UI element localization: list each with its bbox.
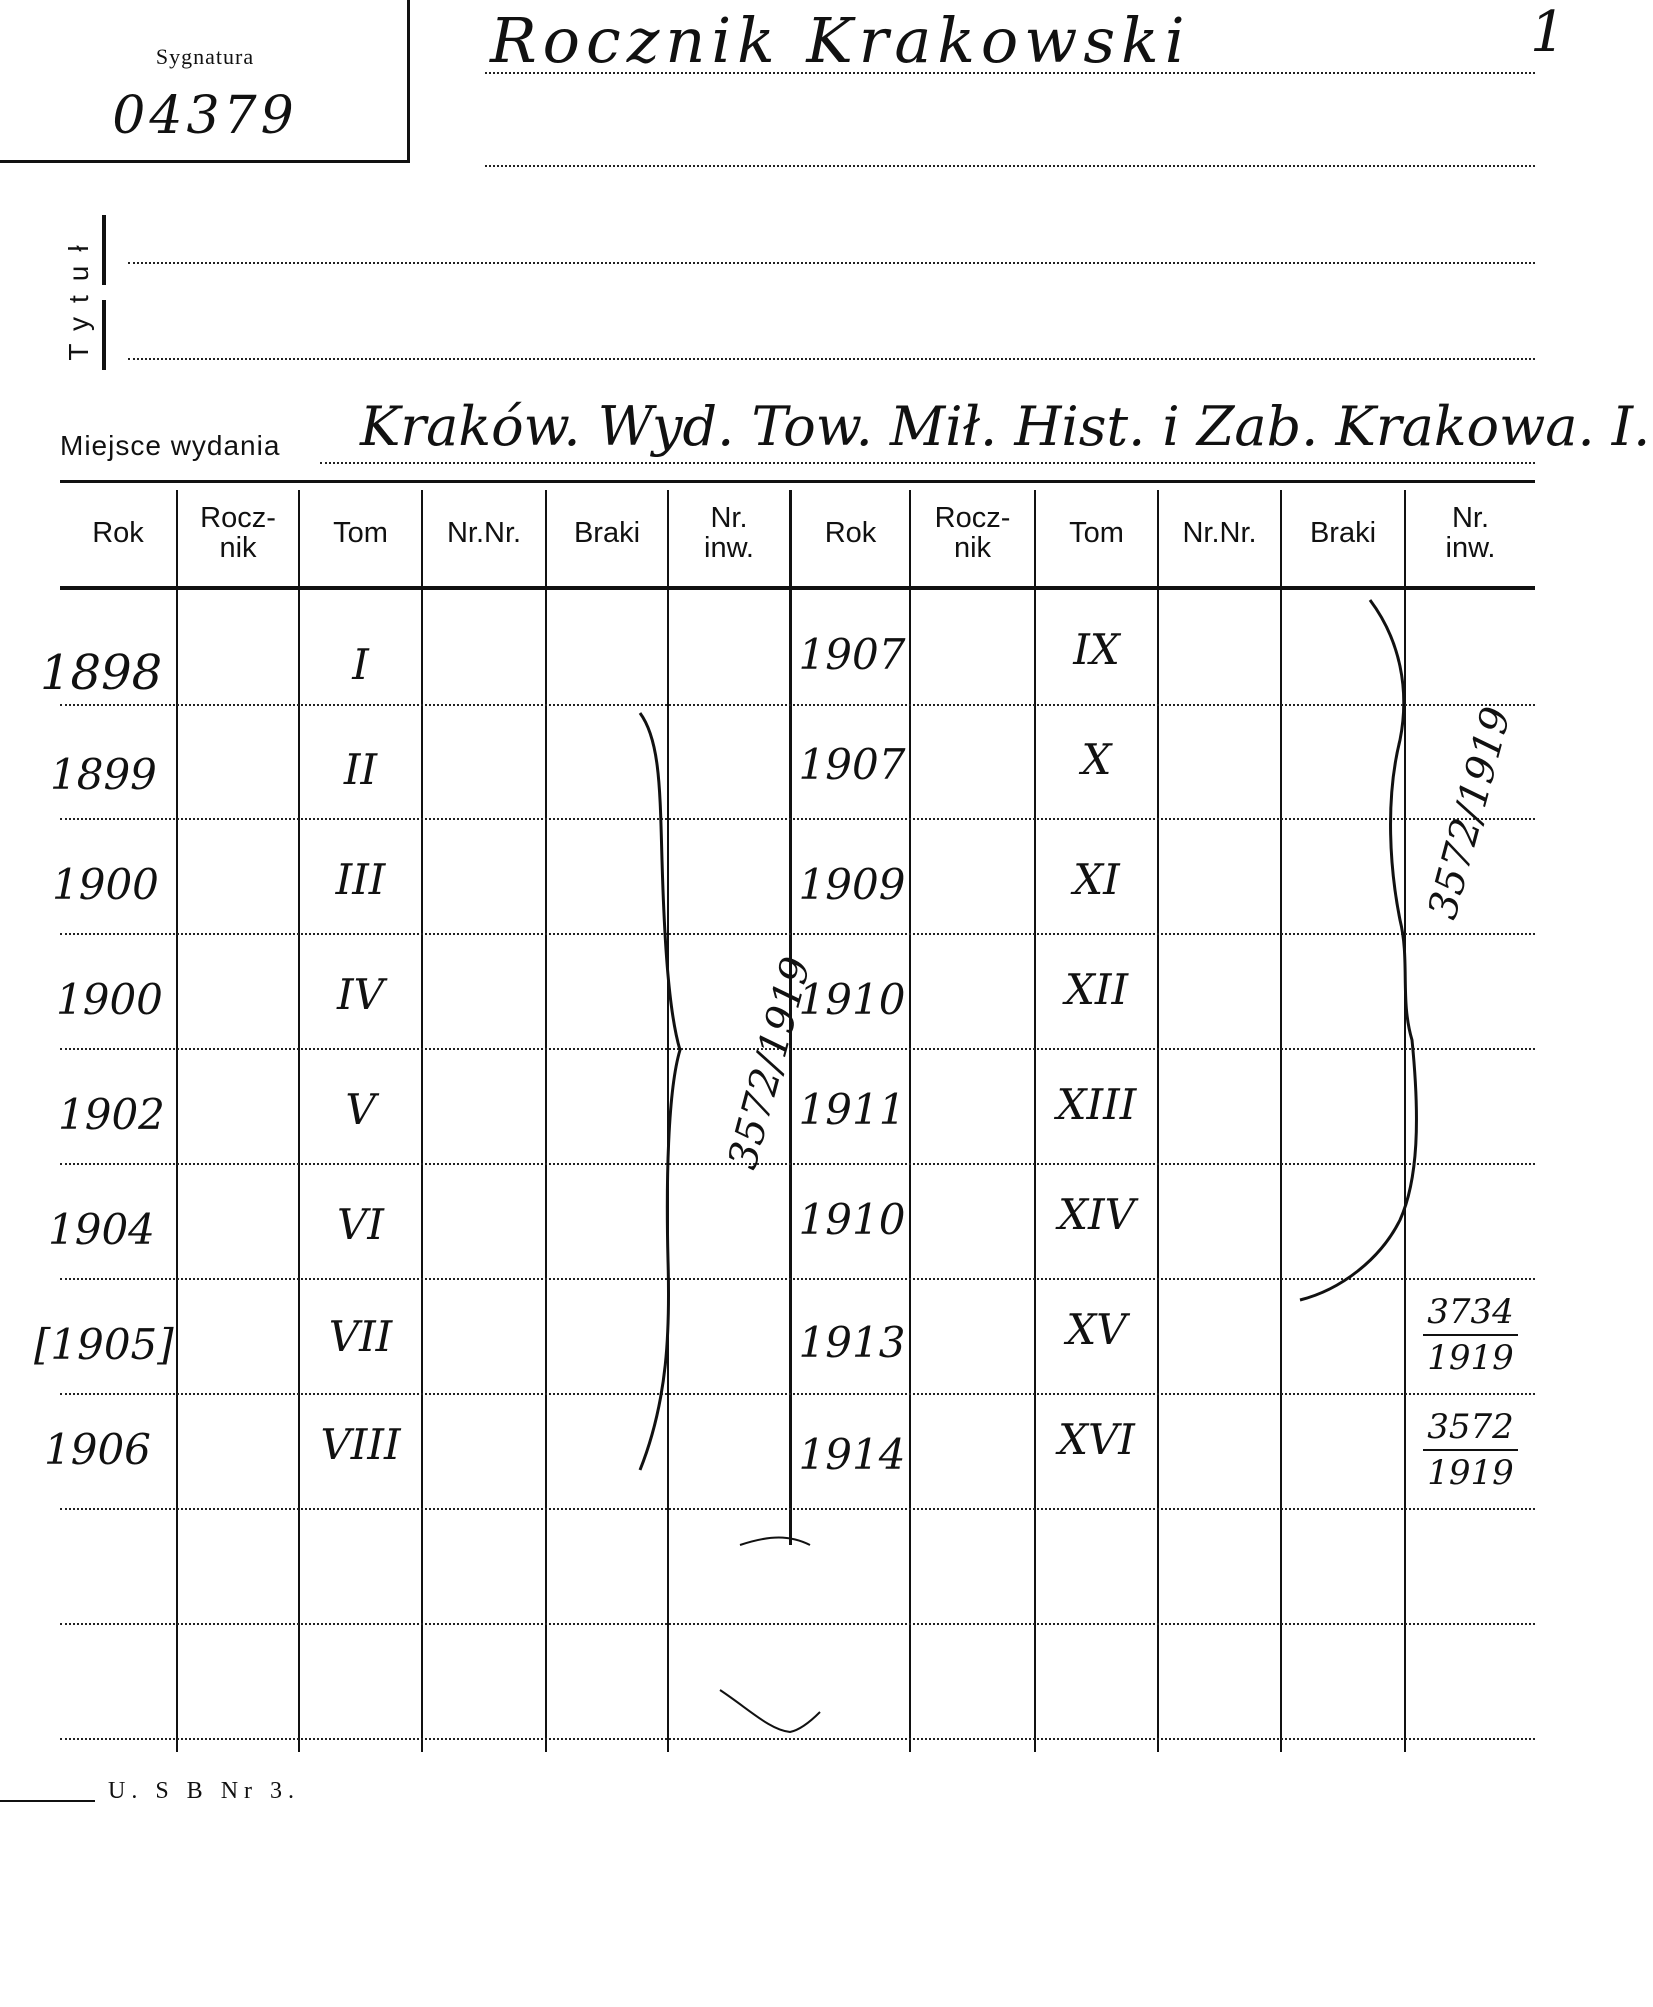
right-row-3-tom: XI — [1073, 855, 1120, 904]
left-row-7-rok: [1905] — [34, 1320, 174, 1369]
left-row-1-rok: 1898 — [40, 645, 163, 701]
header-braki-right: Braki — [1309, 517, 1377, 549]
left-row-4-rok: 1900 — [56, 975, 163, 1024]
header-nrinw-left: Nr. inw. — [704, 502, 754, 564]
signature-label: Sygnatura — [155, 44, 255, 69]
header-tom-right: Tom — [1069, 517, 1124, 549]
right-brace — [1300, 600, 1416, 1300]
right-row-7-tom: XV — [1066, 1305, 1127, 1354]
right-row-2-tom: X — [1081, 735, 1112, 784]
header-rocznik-left: Rocz- nik — [200, 502, 276, 564]
right-row-8-rok: 1914 — [798, 1430, 906, 1479]
inv-xv — [1406, 1290, 1535, 1380]
right-row-5-rok: 1911 — [798, 1085, 906, 1134]
left-row-7-tom: VII — [328, 1312, 393, 1361]
header-nrinw-right: Nr. inw. — [1445, 502, 1496, 564]
inv-xv-year: 1919 — [1427, 1338, 1514, 1378]
left-inventory-note: 3572/1919 — [719, 952, 821, 1174]
signature-value: 04379 — [112, 86, 298, 146]
right-row-1-tom: IX — [1073, 625, 1120, 674]
header-braki-left: Braki — [573, 517, 641, 549]
left-row-3-rok: 1900 — [52, 860, 159, 909]
left-row-5-rok: 1902 — [58, 1090, 165, 1139]
punch-hole-bottom — [720, 1690, 820, 1732]
left-row-2-rok: 1899 — [50, 750, 157, 799]
footer-form-number: U. S B Nr 3. — [108, 1778, 301, 1804]
tytul-label: Tytuł — [63, 231, 94, 361]
left-row-8-rok: 1906 — [44, 1425, 151, 1474]
inv-xvi — [1406, 1405, 1535, 1495]
inv-xv-num: 3734 — [1423, 1290, 1518, 1336]
right-row-1-rok: 1907 — [798, 630, 906, 679]
right-row-2-rok: 1907 — [798, 740, 906, 789]
left-row-6-rok: 1904 — [48, 1205, 155, 1254]
header-tom-left: Tom — [333, 517, 388, 549]
left-row-2-tom: II — [343, 745, 378, 794]
left-row-3-tom: III — [335, 855, 386, 904]
header-rocznik-right: Rocz- nik — [934, 502, 1011, 564]
header-nrnr-right: Nr.Nr. — [1182, 517, 1257, 549]
left-row-6-tom: VI — [337, 1200, 384, 1249]
header-rok-right: Rok — [824, 517, 877, 549]
right-row-4-tom: XII — [1064, 965, 1129, 1014]
right-row-6-tom: XIV — [1058, 1190, 1135, 1239]
corner-mark: 1 — [1530, 0, 1566, 65]
left-row-5-tom: V — [345, 1085, 376, 1134]
inv-xvi-num: 3572 — [1423, 1405, 1518, 1451]
miejsce-value: Kraków. Wyd. Tow. Mił. Hist. i Zab. Krakowa. I. — [360, 395, 1651, 458]
left-row-1-tom: I — [352, 640, 369, 689]
header-rok-left: Rok — [92, 517, 144, 549]
title-value: Rocznik Krakowski — [490, 4, 1191, 77]
inv-xvi-year: 1919 — [1427, 1453, 1514, 1493]
right-inventory-note: 3572/1919 — [1419, 702, 1521, 924]
footer-edge-mark — [0, 1800, 95, 1802]
left-brace — [640, 713, 680, 1470]
left-row-8-tom: VIII — [320, 1420, 401, 1469]
right-row-8-tom: XVI — [1058, 1415, 1135, 1464]
right-row-4-rok: 1910 — [798, 975, 906, 1024]
right-row-6-rok: 1910 — [798, 1195, 906, 1244]
miejsce-label: Miejsce wydania — [60, 430, 281, 461]
right-row-7-rok: 1913 — [798, 1318, 906, 1367]
right-row-5-tom: XIII — [1056, 1080, 1137, 1129]
header-nrnr-left: Nr.Nr. — [446, 517, 522, 549]
right-row-3-rok: 1909 — [798, 860, 906, 909]
punch-hole-top — [740, 1538, 810, 1546]
left-row-4-tom: IV — [337, 970, 384, 1019]
